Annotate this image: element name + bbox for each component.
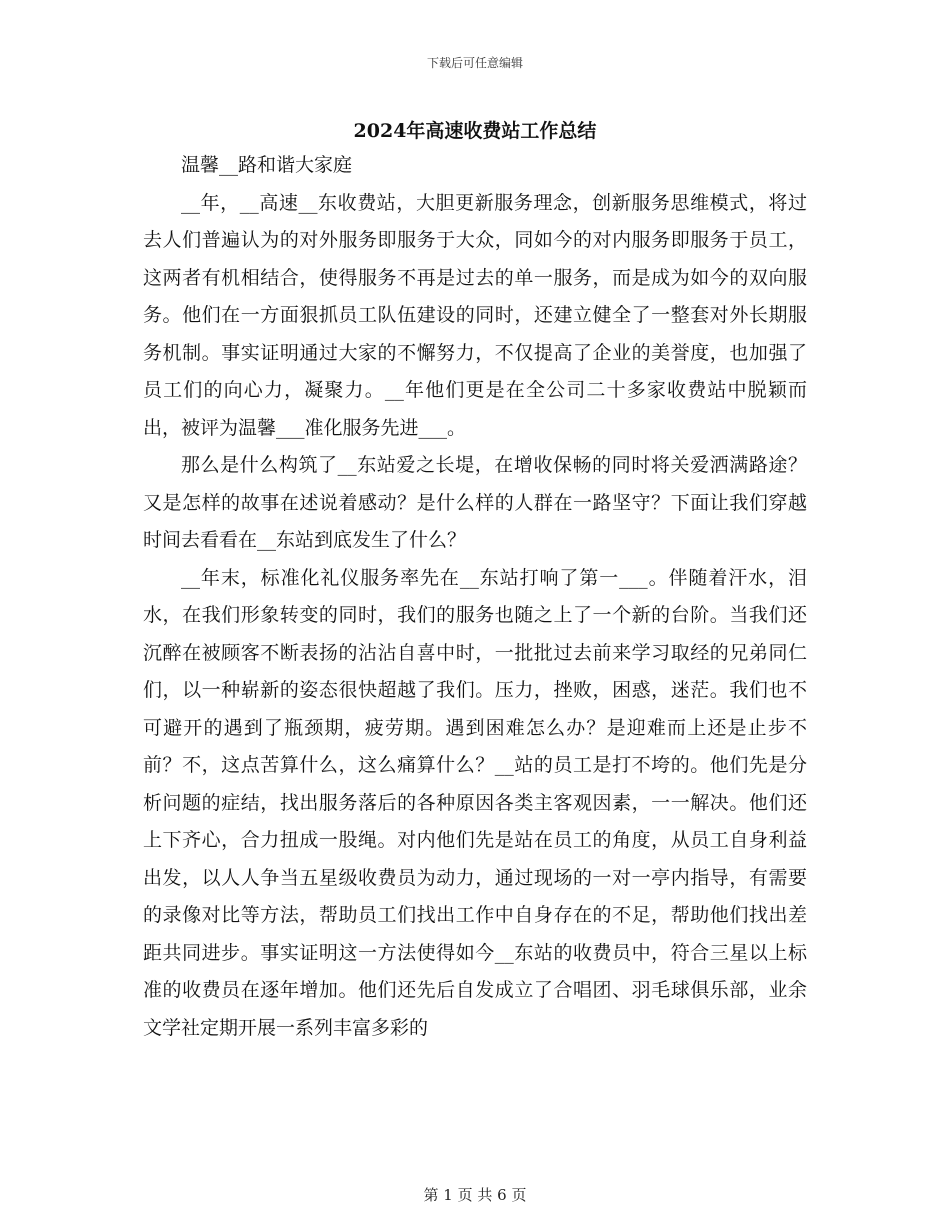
body-paragraph: 那么是什么构筑了__东站爱之长堤，在增收保畅的同时将关爱洒满路途？又是怎样的故事在述说着感动？是什么样的人群在一路坚守？下面让我们穿越时间去看看在__东站到底发生了什么？ <box>143 454 807 551</box>
page-number: 第 1 页 共 6 页 <box>423 1186 527 1204</box>
header-note: 下载后可任意编辑 <box>426 56 523 70</box>
body-paragraph: __年，__高速__东收费站，大胆更新服务理念，创新服务思维模式，将过去人们普遍认为的对外服务即服务于大众，同如今的对内服务即服务于员工，这两者有机相结合，使得服务不再是过去的单一服务，而是成为如今的双向服务。他们在一方面狠抓员工队伍建设的同时，还建立健全了一整套对外长期服务机制。事实证明通过大家的不懈努力，不仅提高了企业的美誉度，也加强了员工们的向心力，凝聚力。__年他们更是在全公司二十多家收费站中脱颖而出，被评为温馨___准化服务先进___。 <box>143 191 807 439</box>
document-title: 2024年高速收费站工作总结 <box>353 120 597 142</box>
subtitle-paragraph: 温馨__路和谐大家庭 <box>181 154 353 176</box>
body-paragraph: __年末，标准化礼仪服务率先在__东站打响了第一___。伴随着汗水，泪水，在我们形象转变的同时，我们的服务也随之上了一个新的台阶。当我们还沉醉在被顾客不断表扬的沾沾自喜中时，一批批过去前来学习取经的兄弟同仁们，以一种崭新的姿态很快超越了我们。压力，挫败，困惑，迷茫。我们也不可避开的遇到了瓶颈期，疲劳期。遇到困难怎么办？是迎难而上还是止步不前？不，这点苦算什么，这么痛算什么？__站的员工是打不垮的。他们先是分析问题的症结，找出服务落后的各种原因各类主客观因素，一一解决。他们还上下齐心，合力扭成一股绳。对内他们先是站在员工的角度，从员工自身利益出发，以人人争当五星级收费员为动力，通过现场的一对一亭内指导，有需要的录像对比等方法，帮助员工们找出工作中自身存在的不足，帮助他们找出差距共同进步。事实证明这一方法使得如今__东站的收费员中，符合三星以上标准的收费员在逐年增加。他们还先后自发成立了合唱团、羽毛球俱乐部，业余文学社定期开展一系列丰富多彩的 <box>143 566 807 1039</box>
document-body <box>143 147 807 1047</box>
